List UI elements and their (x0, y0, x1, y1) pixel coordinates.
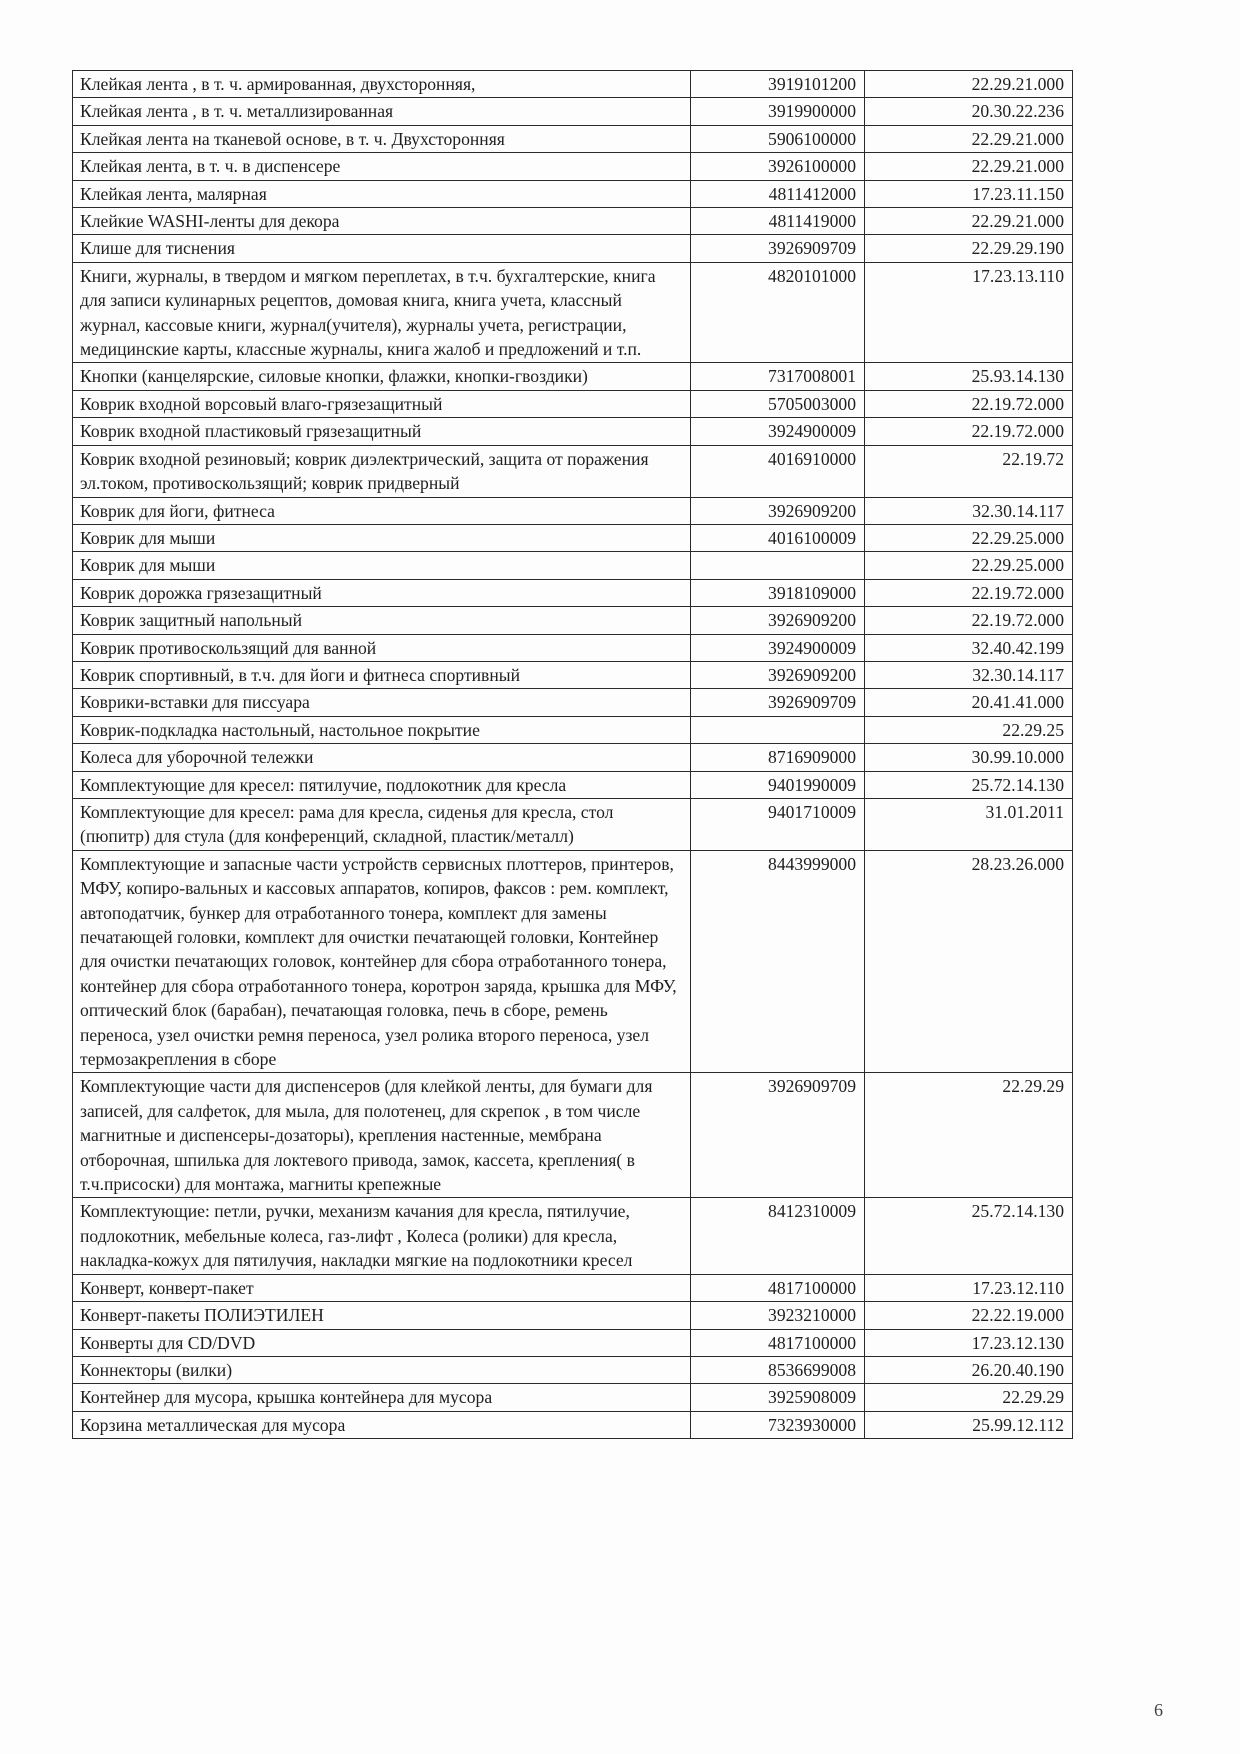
table-row (73, 634, 1073, 661)
tnved-code-cell: 3926909200 (691, 607, 865, 634)
product-name-cell: Клейкие WASHI-ленты для декора (73, 208, 691, 235)
okpd2-code-cell: 22.19.72 (865, 445, 1073, 497)
table-row (73, 579, 1073, 606)
page-number: 6 (1154, 1700, 1163, 1720)
table-row (73, 363, 1073, 390)
okpd2-code-cell: 28.23.26.000 (865, 850, 1073, 1073)
okpd2-code-cell: 22.29.29.190 (865, 235, 1073, 262)
table-row (73, 661, 1073, 688)
okpd2-code-cell: 22.19.72.000 (865, 607, 1073, 634)
tnved-code-cell: 3926909709 (691, 235, 865, 262)
product-name-cell: Книги, журналы, в твердом и мягком переплетах, в т.ч. бухгалтерские, книга для записи кулинарных рецептов, домовая книга, книга учета, классный журнал, кассовые книги, журнал(учителя), журналы учета, регистрации, медицинские карты, классные журналы, книга жалоб и предложений и т.п. (73, 262, 691, 363)
product-name-cell: Комплектующие и запасные части устройств сервисных плоттеров, принтеров, МФУ, копиро-вальных и кассовых аппаратов, копиров, факсов : рем. комплект, автоподатчик, бункер для отработанного тонера, комплект для замены печатающей головки, комплект для очистки печатающей головки, Контейнер для очистки печатающих головок, контейнер для сбора отработанного тонера, контейнер для сбора отработанного тонера, коротрон заряда, крышка для МФУ, оптический блок (барабан), печатающая головка, печь в сборе, ремень переноса, узел очистки ремня переноса, узел ролика второго переноса, узел термозакрепления в сборе (73, 850, 691, 1073)
product-name-cell: Контейнер для мусора, крышка контейнера для мусора (73, 1384, 691, 1411)
table-row (73, 153, 1073, 180)
table-row (73, 1274, 1073, 1301)
okpd2-code-cell: 22.29.21.000 (865, 153, 1073, 180)
okpd2-code-cell: 17.23.12.110 (865, 1274, 1073, 1301)
okpd2-code-cell: 22.19.72.000 (865, 418, 1073, 445)
okpd2-code-cell: 25.72.14.130 (865, 771, 1073, 798)
okpd2-code-cell: 22.19.72.000 (865, 579, 1073, 606)
table-row (73, 1356, 1073, 1383)
tnved-code-cell: 3919900000 (691, 98, 865, 125)
table-row (73, 1384, 1073, 1411)
tnved-code-cell: 8716909000 (691, 744, 865, 771)
okpd2-code-cell: 30.99.10.000 (865, 744, 1073, 771)
tnved-code-cell: 8536699008 (691, 1356, 865, 1383)
tnved-code-cell: 3926909200 (691, 661, 865, 688)
table-row (73, 1329, 1073, 1356)
okpd2-code-cell: 25.72.14.130 (865, 1198, 1073, 1274)
product-name-cell: Конверт-пакеты ПОЛИЭТИЛЕН (73, 1302, 691, 1329)
okpd2-code-cell: 25.99.12.112 (865, 1411, 1073, 1438)
tnved-code-cell: 7317008001 (691, 363, 865, 390)
okpd2-code-cell: 31.01.2011 (865, 798, 1073, 850)
product-name-cell: Комплектующие для кресел: пятилучие, подлокотник для кресла (73, 771, 691, 798)
tnved-code-cell: 9401710009 (691, 798, 865, 850)
okpd2-code-cell: 32.30.14.117 (865, 661, 1073, 688)
okpd2-code-cell: 22.19.72.000 (865, 390, 1073, 417)
product-name-cell: Коврик для мыши (73, 524, 691, 551)
tnved-code-cell: 3924900009 (691, 634, 865, 661)
tnved-code-cell: 4817100000 (691, 1274, 865, 1301)
table-row (73, 744, 1073, 771)
okpd2-code-cell: 25.93.14.130 (865, 363, 1073, 390)
okpd2-code-cell: 17.23.11.150 (865, 180, 1073, 207)
table-row (73, 798, 1073, 850)
tnved-code-cell (691, 552, 865, 579)
tnved-code-cell: 3919101200 (691, 71, 865, 98)
tnved-code-cell: 8412310009 (691, 1198, 865, 1274)
table-row (73, 524, 1073, 551)
tnved-code-cell: 3923210000 (691, 1302, 865, 1329)
product-name-cell: Коврик входной пластиковый грязезащитный (73, 418, 691, 445)
tnved-code-cell (691, 716, 865, 743)
product-name-cell: Конверты для CD/DVD (73, 1329, 691, 1356)
tnved-code-cell: 3926100000 (691, 153, 865, 180)
product-name-cell: Коврик для йоги, фитнеса (73, 497, 691, 524)
tnved-code-cell: 4820101000 (691, 262, 865, 363)
product-name-cell: Клейкая лента , в т. ч. металлизированная (73, 98, 691, 125)
table-row (73, 180, 1073, 207)
product-name-cell: Клейкая лента , в т. ч. армированная, двухсторонняя, (73, 71, 691, 98)
tnved-code-cell: 4811412000 (691, 180, 865, 207)
okpd2-code-cell: 22.29.25.000 (865, 552, 1073, 579)
table-row (73, 1073, 1073, 1198)
okpd2-code-cell: 22.29.25.000 (865, 524, 1073, 551)
okpd2-code-cell: 17.23.12.130 (865, 1329, 1073, 1356)
table-row (73, 689, 1073, 716)
product-name-cell: Комплектующие части для диспенсеров (для клейкой ленты, для бумаги для записей, для салфеток, для мыла, для полотенец, для скрепок , в том числе магнитные и диспенсеры-дозаторы), крепления настенные, мембрана отборочная, шпилька для локтевого привода, замок, кассета, крепления( в т.ч.присоски) для монтажа, магниты крепежные (73, 1073, 691, 1198)
okpd2-code-cell: 20.30.22.236 (865, 98, 1073, 125)
table-row (73, 418, 1073, 445)
product-name-cell: Коннекторы (вилки) (73, 1356, 691, 1383)
okpd2-code-cell: 17.23.13.110 (865, 262, 1073, 363)
table-row (73, 208, 1073, 235)
product-name-cell: Коврик противоскользящий для ванной (73, 634, 691, 661)
table-row (73, 262, 1073, 363)
tnved-code-cell: 5705003000 (691, 390, 865, 417)
table-row (73, 850, 1073, 1073)
product-name-cell: Коврик-подкладка настольный, настольное покрытие (73, 716, 691, 743)
tnved-code-cell: 4016910000 (691, 445, 865, 497)
product-name-cell: Корзина металлическая для мусора (73, 1411, 691, 1438)
table-row (73, 98, 1073, 125)
tnved-code-cell: 3926909200 (691, 497, 865, 524)
product-codes-table (72, 70, 1073, 1439)
okpd2-code-cell: 32.40.42.199 (865, 634, 1073, 661)
tnved-code-cell: 9401990009 (691, 771, 865, 798)
product-name-cell: Клейкая лента, в т. ч. в диспенсере (73, 153, 691, 180)
table-row (73, 771, 1073, 798)
product-name-cell: Коврики-вставки для писсуара (73, 689, 691, 716)
tnved-code-cell: 4016100009 (691, 524, 865, 551)
table-row (73, 497, 1073, 524)
table-row (73, 390, 1073, 417)
product-name-cell: Комплектующие: петли, ручки, механизм качания для кресла, пятилучие, подлокотник, мебельные колеса, газ-лифт , Колеса (ролики) для кресла, накладка-кожух для пятилучия, накладки мягкие на подлокотники кресел (73, 1198, 691, 1274)
table-row (73, 552, 1073, 579)
okpd2-code-cell: 22.29.25 (865, 716, 1073, 743)
tnved-code-cell: 5906100000 (691, 125, 865, 152)
table-row (73, 125, 1073, 152)
product-name-cell: Конверт, конверт-пакет (73, 1274, 691, 1301)
okpd2-code-cell: 22.22.19.000 (865, 1302, 1073, 1329)
table-row (73, 716, 1073, 743)
product-name-cell: Клейкая лента, малярная (73, 180, 691, 207)
product-name-cell: Коврик защитный напольный (73, 607, 691, 634)
product-name-cell: Кнопки (канцелярские, силовые кнопки, флажки, кнопки-гвоздики) (73, 363, 691, 390)
product-name-cell: Коврик входной резиновый; коврик диэлектрический, защита от поражения эл.током, противоскользящий; коврик придверный (73, 445, 691, 497)
product-name-cell: Колеса для уборочной тележки (73, 744, 691, 771)
okpd2-code-cell: 22.29.29 (865, 1384, 1073, 1411)
okpd2-code-cell: 20.41.41.000 (865, 689, 1073, 716)
product-name-cell: Коврик дорожка грязезащитный (73, 579, 691, 606)
okpd2-code-cell: 22.29.21.000 (865, 125, 1073, 152)
table-body (73, 71, 1073, 1439)
product-name-cell: Клейкая лента на тканевой основе, в т. ч. Двухсторонняя (73, 125, 691, 152)
product-name-cell: Коврик входной ворсовый влаго-грязезащитный (73, 390, 691, 417)
okpd2-code-cell: 22.29.21.000 (865, 71, 1073, 98)
table-row (73, 607, 1073, 634)
table-row (73, 1411, 1073, 1438)
tnved-code-cell: 3924900009 (691, 418, 865, 445)
okpd2-code-cell: 26.20.40.190 (865, 1356, 1073, 1383)
tnved-code-cell: 7323930000 (691, 1411, 865, 1438)
tnved-code-cell: 4817100000 (691, 1329, 865, 1356)
tnved-code-cell: 3925908009 (691, 1384, 865, 1411)
table-row (73, 235, 1073, 262)
product-name-cell: Комплектующие для кресел: рама для кресла, сиденья для кресла, стол (пюпитр) для стула (для конференций, складной, пластик/металл) (73, 798, 691, 850)
tnved-code-cell: 3918109000 (691, 579, 865, 606)
tnved-code-cell: 8443999000 (691, 850, 865, 1073)
table-row (73, 445, 1073, 497)
table-row (73, 71, 1073, 98)
okpd2-code-cell: 32.30.14.117 (865, 497, 1073, 524)
tnved-code-cell: 4811419000 (691, 208, 865, 235)
table-row (73, 1302, 1073, 1329)
table-row (73, 1198, 1073, 1274)
tnved-code-cell: 3926909709 (691, 1073, 865, 1198)
product-name-cell: Коврик спортивный, в т.ч. для йоги и фитнеса спортивный (73, 661, 691, 688)
okpd2-code-cell: 22.29.29 (865, 1073, 1073, 1198)
okpd2-code-cell: 22.29.21.000 (865, 208, 1073, 235)
tnved-code-cell: 3926909709 (691, 689, 865, 716)
product-name-cell: Коврик для мыши (73, 552, 691, 579)
product-name-cell: Клише для тиснения (73, 235, 691, 262)
